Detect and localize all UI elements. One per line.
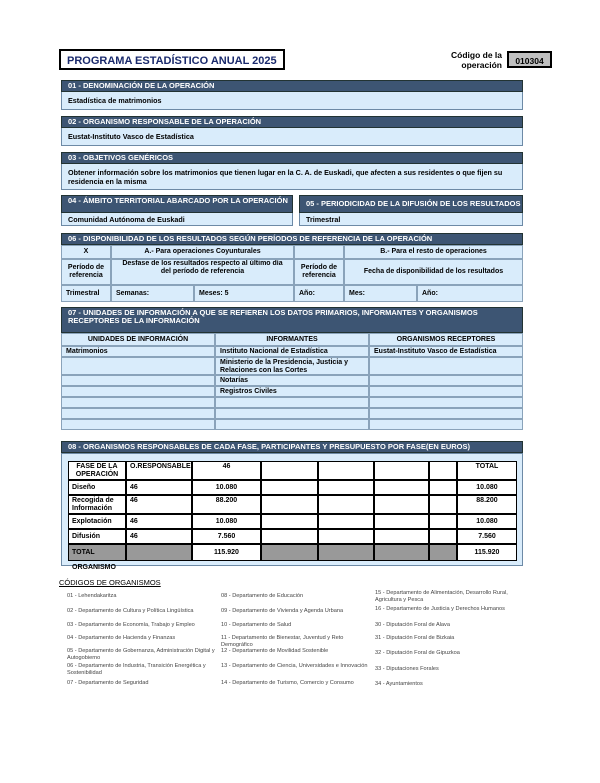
section-05-header: 05 - PERIODICIDAD DE LA DIFUSIÓN DE LOS RESULTADOS <box>299 195 523 213</box>
organism-code: 10 - Departamento de Salud <box>221 622 292 628</box>
budget-cell: 10.080 <box>192 514 261 529</box>
budget-cell <box>318 544 374 561</box>
budget-cell: 88.200 <box>192 495 261 514</box>
budget-cell <box>261 544 318 561</box>
organism-code: 32 - Diputación Foral de Gipuzkoa <box>375 650 460 656</box>
section-04-header: 04 - ÁMBITO TERRITORIAL ABARCADO POR LA OPERACIÓN <box>61 195 293 213</box>
unit-table-cell <box>369 397 523 408</box>
budget-cell: 10.080 <box>457 514 517 529</box>
fecha-label: Fecha de disponibilidad de los resultados <box>344 259 523 285</box>
unit-table-cell <box>369 386 523 397</box>
section-07-table <box>61 333 523 437</box>
budget-cell: 10.080 <box>192 480 261 495</box>
operation-code: 010304 <box>507 51 552 68</box>
organism-code: 03 - Departamento de Economía, Trabajo y Empleo <box>67 622 195 628</box>
budget-cell <box>318 529 374 544</box>
page-title: PROGRAMA ESTADÍSTICO ANUAL 2025 <box>59 49 285 70</box>
budget-cell: 46 <box>126 514 192 529</box>
section-05-value: Trimestral <box>299 213 523 226</box>
section-03-header: 03 - OBJETIVOS GENÉRICOS <box>61 152 523 164</box>
organism-code: 31 - Diputación Foral de Bizkaia <box>375 635 455 641</box>
unit-table-cell: Ministerio de la Presidencia, Justicia y Relaciones con las Cortes <box>215 357 369 375</box>
budget-cell <box>374 480 429 495</box>
budget-cell <box>429 514 457 529</box>
budget-header-cell <box>318 461 374 480</box>
section-01-value: Estadística de matrimonios <box>61 92 523 110</box>
section-04-value: Comunidad Autónoma de Euskadi <box>61 213 293 226</box>
section-02-header: 02 - ORGANISMO RESPONSABLE DE LA OPERACIÓN <box>61 116 523 128</box>
budget-cell <box>374 544 429 561</box>
periodo-label-a: Período de referencia <box>61 259 111 285</box>
unit-table-cell <box>369 357 523 375</box>
budget-cell: TOTAL ORGANISMO <box>68 544 126 561</box>
meses: Meses: 5 <box>194 285 294 302</box>
budget-cell <box>126 544 192 561</box>
unit-table-cell <box>61 397 215 408</box>
budget-cell: Diseño <box>68 480 126 495</box>
unit-table-header: ORGANISMOS RECEPTORES <box>369 333 523 346</box>
budget-cell: 46 <box>126 480 192 495</box>
section-01-header: 01 - DENOMINACIÓN DE LA OPERACIÓN <box>61 80 523 92</box>
organism-code: 02 - Departamento de Cultura y Política Lingüística <box>67 608 194 614</box>
budget-cell: 115.920 <box>457 544 517 561</box>
budget-cell <box>429 495 457 514</box>
budget-header-cell <box>429 461 457 480</box>
organism-code: 06 - Departamento de Industria, Transición Energética y Sostenibilidad <box>67 663 206 676</box>
budget-cell <box>429 544 457 561</box>
section-06-header: 06 - DISPONIBILIDAD DE LOS RESULTADOS SEGÚN PERÍODOS DE REFERENCIA DE LA OPERACIÓN <box>61 233 523 245</box>
budget-header-cell: O.RESPONSABLE <box>126 461 192 480</box>
organism-code: 08 - Departamento de Educación <box>221 593 304 599</box>
budget-cell <box>429 480 457 495</box>
unit-table-cell <box>61 408 215 419</box>
unit-table-cell: Registros Civiles <box>215 386 369 397</box>
budget-cell <box>318 480 374 495</box>
unit-table-cell: Notarías <box>215 375 369 386</box>
organism-code: 09 - Departamento de Vivienda y Agenda Urbana <box>221 608 344 614</box>
anio-a: Año: <box>294 285 344 302</box>
unit-table-cell <box>215 408 369 419</box>
mes: Mes: <box>344 285 417 302</box>
unit-table-header: INFORMANTES <box>215 333 369 346</box>
code-label: Código de la operación <box>451 50 502 70</box>
unit-table-cell <box>369 408 523 419</box>
organism-code: 33 - Diputaciones Forales <box>375 666 439 672</box>
desfase-label: Desfase de los resultados respecto al último día del período de referencia <box>111 259 294 285</box>
budget-cell <box>374 514 429 529</box>
col-b-header: B.- Para el resto de operaciones <box>344 245 523 259</box>
unit-table-cell <box>61 375 215 386</box>
budget-cell <box>374 495 429 514</box>
budget-cell <box>261 495 318 514</box>
budget-header-cell <box>261 461 318 480</box>
budget-cell: Recogida de Información <box>68 495 126 514</box>
periodo-a: Trimestral <box>61 285 111 302</box>
budget-cell: 46 <box>126 529 192 544</box>
budget-cell: 46 <box>126 495 192 514</box>
unit-table-cell <box>369 419 523 430</box>
organism-code: 14 - Departamento de Turismo, Comercio y Consumo <box>221 680 354 686</box>
budget-cell: 7.560 <box>457 529 517 544</box>
section-07-header: 07 - UNIDADES DE INFORMACIÓN A QUE SE REFIEREN LOS DATOS PRIMARIOS, INFORMANTES Y ORGANISMOS RECEPTORES DE LA INFORMACIÓN <box>61 307 523 333</box>
organism-code: 30 - Diputación Foral de Alava <box>375 622 450 628</box>
budget-cell <box>374 529 429 544</box>
budget-header-cell: TOTAL <box>457 461 517 480</box>
organism-code: 01 - Lehendakaritza <box>67 593 117 599</box>
unit-table-cell <box>215 397 369 408</box>
anio-b: Año: <box>417 285 523 302</box>
unit-table-cell <box>61 386 215 397</box>
budget-cell <box>261 529 318 544</box>
periodo-label-b: Período de referencia <box>294 259 344 285</box>
organism-code: 05 - Departamento de Gobernanza, Administración Digital y Autogobierno <box>67 648 215 661</box>
unit-table-cell: Instituto Nacional de Estadística <box>215 346 369 357</box>
organism-code: 07 - Departamento de Seguridad <box>67 680 149 686</box>
budget-cell: 7.560 <box>192 529 261 544</box>
codes-title: CÓDIGOS DE ORGANISMOS <box>59 578 161 587</box>
unit-table-cell: Eustat-Instituto Vasco de Estadística <box>369 346 523 357</box>
budget-cell: Explotación <box>68 514 126 529</box>
unit-table-cell <box>61 419 215 430</box>
unit-table-header: UNIDADES DE INFORMACIÓN <box>61 333 215 346</box>
section-08-table <box>68 461 517 571</box>
budget-cell <box>318 495 374 514</box>
unit-table-cell <box>215 419 369 430</box>
organism-code: 13 - Departamento de Ciencia, Universidades e Innovación <box>221 663 368 669</box>
budget-cell <box>261 480 318 495</box>
budget-cell: 115.920 <box>192 544 261 561</box>
mark-a: X <box>61 245 111 259</box>
mark-b <box>294 245 344 259</box>
semanas: Semanas: <box>111 285 194 302</box>
budget-cell: 10.080 <box>457 480 517 495</box>
section-08-header: 08 - ORGANISMOS RESPONSABLES DE CADA FASE, PARTICIPANTES Y PRESUPUESTO POR FASE(EN EUROS) <box>61 441 523 453</box>
budget-cell <box>429 529 457 544</box>
budget-cell: 88.200 <box>457 495 517 514</box>
budget-cell <box>318 514 374 529</box>
budget-cell: Difusión <box>68 529 126 544</box>
unit-table-cell <box>369 375 523 386</box>
organism-code: 11 - Departamento de Bienestar, Juventud y Reto Demográfico <box>221 635 344 648</box>
budget-header-cell: FASE DE LA OPERACIÓN <box>68 461 126 480</box>
organism-code: 34 - Ayuntamientos <box>375 681 423 687</box>
organism-code: 04 - Departamento de Hacienda y Finanzas <box>67 635 176 641</box>
budget-header-cell: 46 <box>192 461 261 480</box>
section-02-value: Eustat-Instituto Vasco de Estadística <box>61 128 523 146</box>
budget-cell <box>261 514 318 529</box>
budget-header-cell <box>374 461 429 480</box>
organism-code: 12 - Departamento de Movilidad Sostenible <box>221 648 329 654</box>
unit-table-cell <box>61 357 215 375</box>
organism-code: 16 - Departamento de Justicia y Derechos Humanos <box>375 606 505 612</box>
section-03-value: Obtener información sobre los matrimonios que tienen lugar en la C. A. de Euskadi, que afecten a sus residentes o que fijen su residencia en la misma <box>61 164 523 190</box>
unit-table-cell: Matrimonios <box>61 346 215 357</box>
organism-code: 15 - Departamento de Alimentación, Desarrollo Rural, Agricultura y Pesca <box>375 590 508 603</box>
col-a-header: A.- Para operaciones Coyunturales <box>111 245 294 259</box>
